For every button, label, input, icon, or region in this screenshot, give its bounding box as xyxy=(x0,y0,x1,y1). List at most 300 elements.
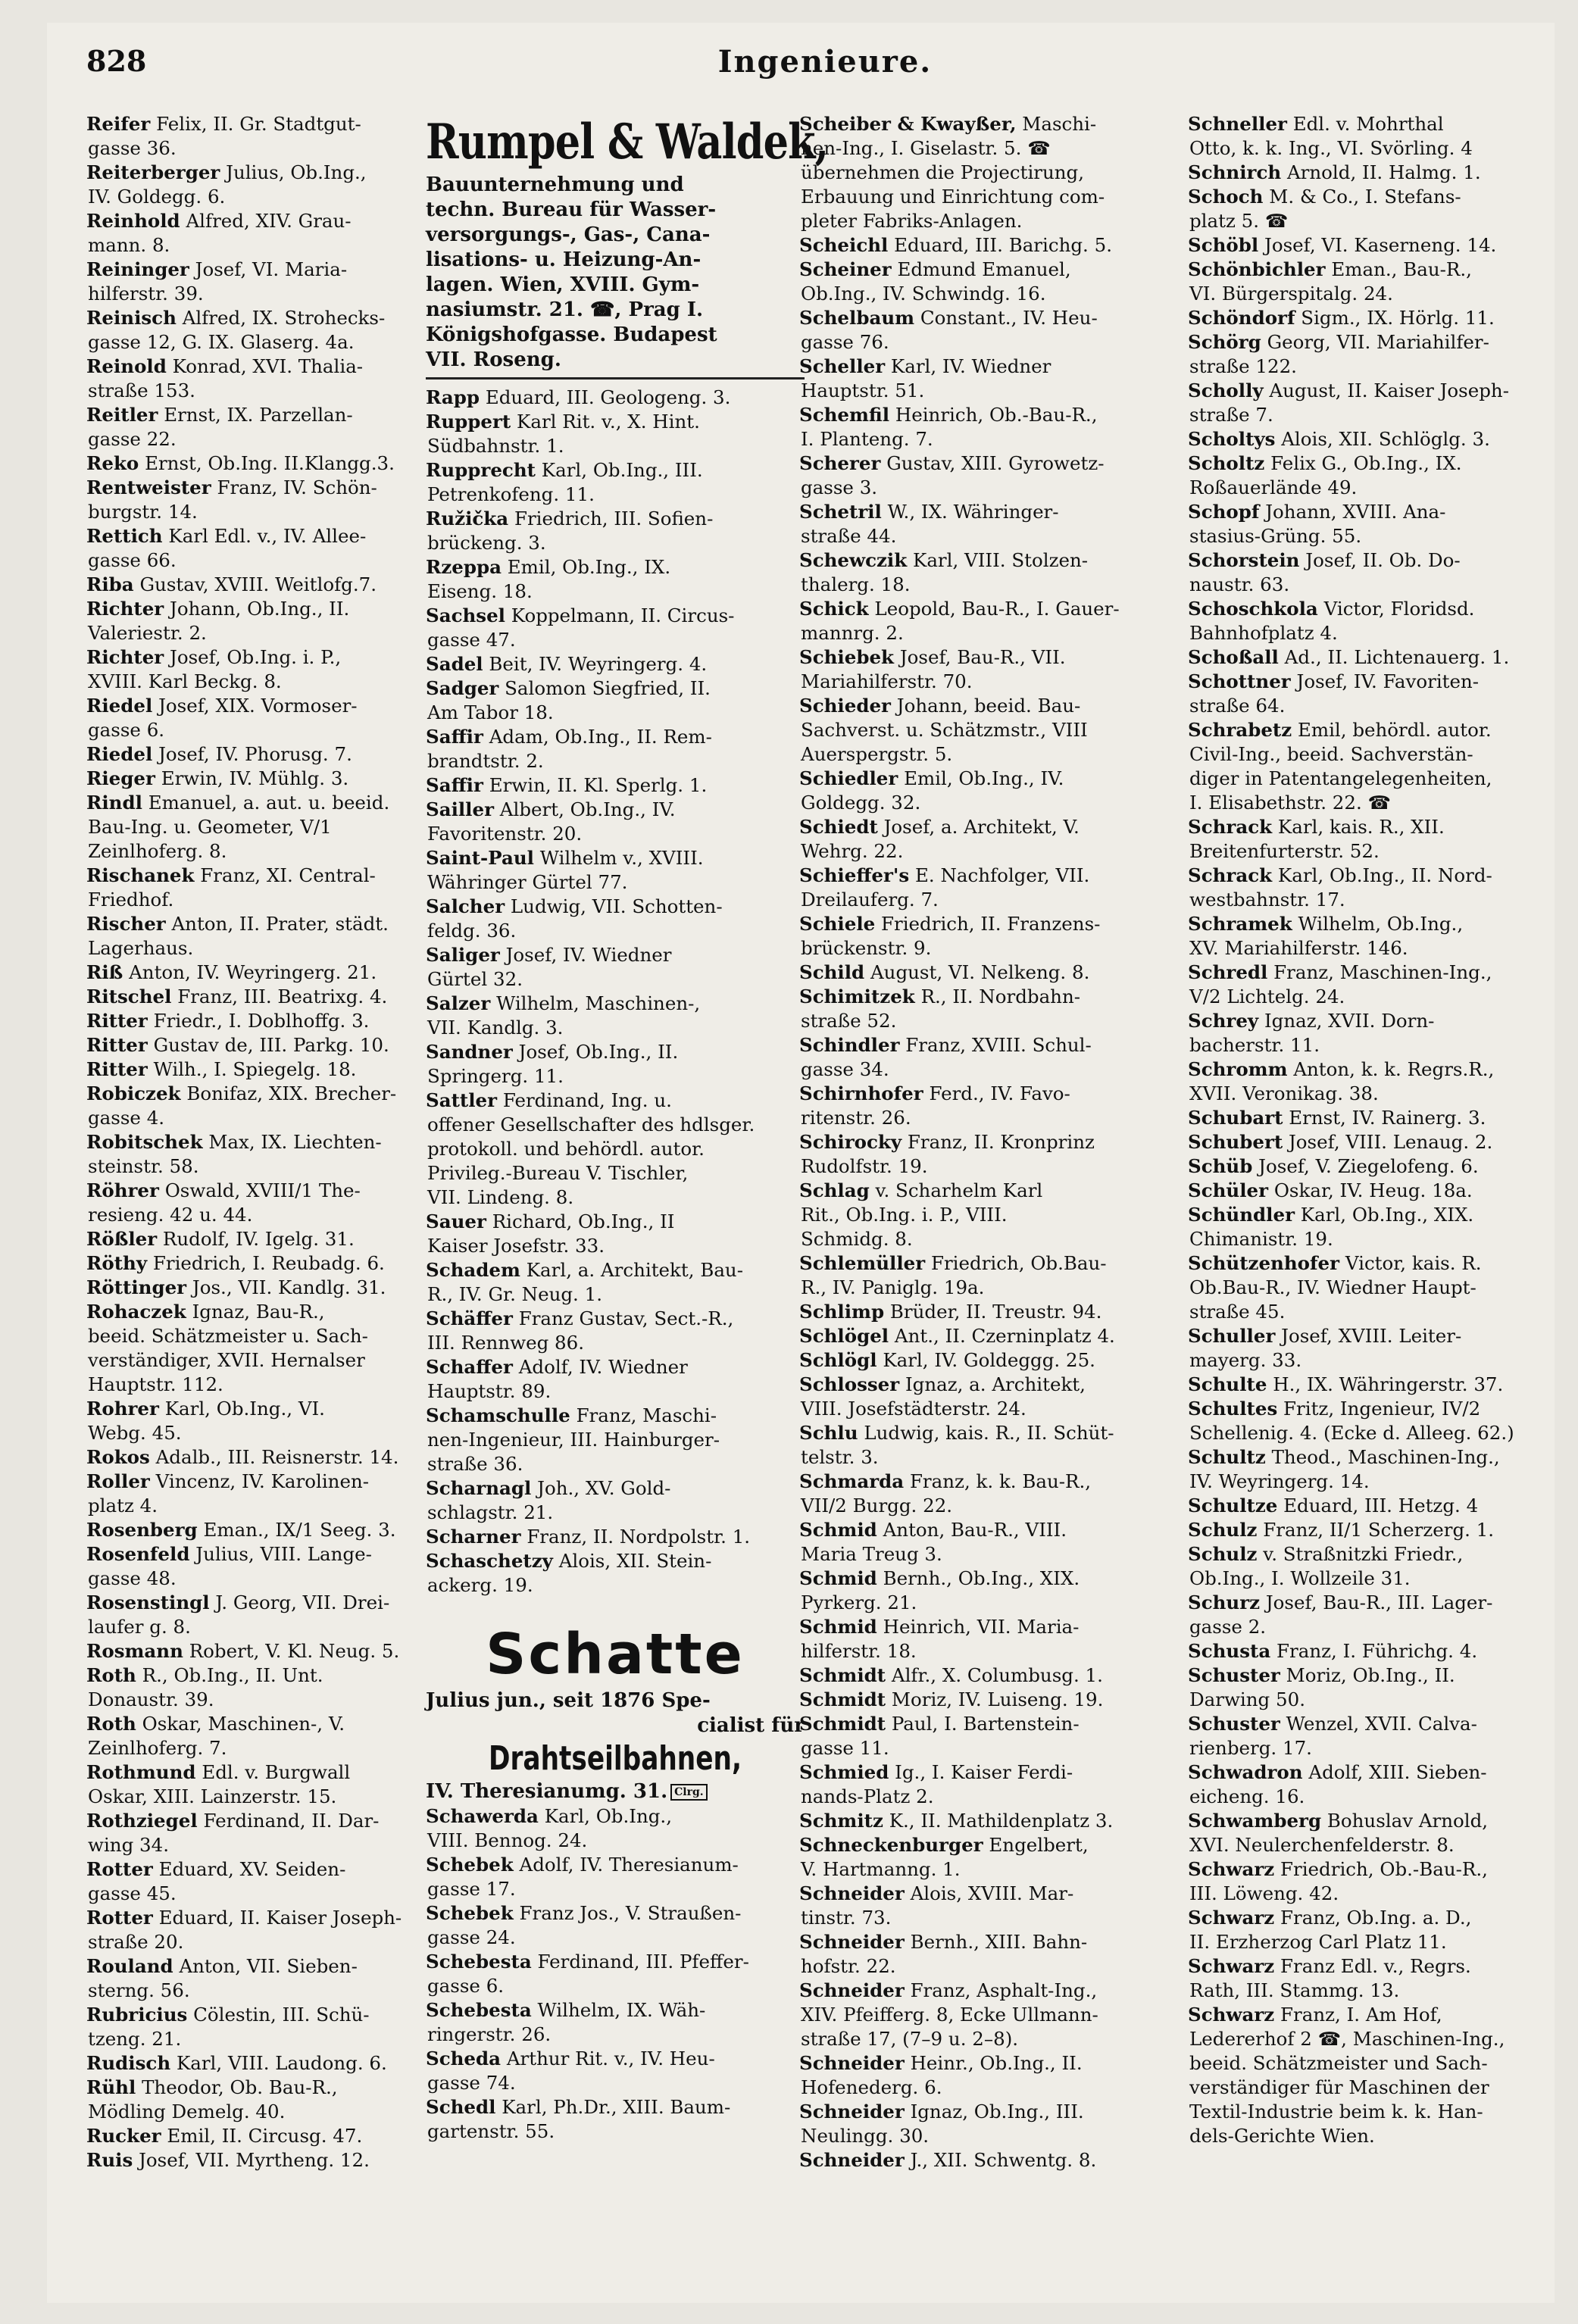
entry-line xyxy=(86,233,420,258)
entry-line xyxy=(1188,791,1551,815)
entry-text: Friedrich, II. Franzens- xyxy=(881,913,1101,935)
entry-text: August, VI. Nelkeng. 8. xyxy=(870,961,1090,983)
entry-name: Schubart xyxy=(1188,1107,1283,1129)
directory-entry xyxy=(86,1009,420,1033)
directory-entry xyxy=(799,355,1182,403)
entry-line xyxy=(86,815,420,839)
entry-name: Rühl xyxy=(86,2076,136,2098)
entry-line xyxy=(86,1106,420,1130)
entry-text: Pyrkerg. 21. xyxy=(801,1592,917,1613)
entry-line xyxy=(1188,1009,1551,1033)
entry-line xyxy=(1188,1567,1551,1591)
directory-entry xyxy=(426,410,805,458)
entry-line xyxy=(799,985,1182,1009)
entry-text: Friedhof. xyxy=(88,889,174,911)
entry-text: V. Hartmanng. 1. xyxy=(801,1858,961,1880)
entry-line xyxy=(1188,912,1551,936)
entry-text: Springerg. 11. xyxy=(427,1065,564,1087)
directory-entry xyxy=(799,1567,1182,1615)
entry-line xyxy=(1188,864,1551,888)
entry-line xyxy=(799,791,1182,815)
directory-entry xyxy=(426,507,805,555)
entry-name: Schiebek xyxy=(799,646,895,668)
entry-line xyxy=(799,161,1182,185)
entry-text: Konrad, XVI. Thalia- xyxy=(172,355,364,377)
entry-line xyxy=(426,386,805,410)
advert-line: versorgungs-, Gas-, Cana- xyxy=(426,223,711,246)
directory-entry xyxy=(1188,1518,1551,1542)
entry-name: Schneider xyxy=(799,2052,905,2074)
directory-entry xyxy=(1188,379,1551,427)
entry-line xyxy=(86,718,420,742)
directory-entry xyxy=(799,1348,1182,1373)
directory-entry xyxy=(1188,815,1551,864)
entry-line xyxy=(1188,476,1551,500)
entry-text: platz 4. xyxy=(88,1495,158,1517)
entry-name: Rieger xyxy=(86,767,155,789)
entry-text: Karl, VIII. Stolzen- xyxy=(913,549,1089,571)
entry-name: Schöndorf xyxy=(1188,307,1295,329)
entry-text: Schellenig. 4. (Ecke d. Alleeg. 62.) xyxy=(1189,1422,1514,1444)
entry-text: Karl, Ob.Ing., III. xyxy=(541,459,703,481)
entry-name: Schneider xyxy=(799,1979,905,2001)
entry-line xyxy=(426,652,805,676)
entry-text: Hofenederg. 6. xyxy=(801,2076,942,2098)
directory-entry xyxy=(1188,718,1551,815)
directory-entry xyxy=(86,2076,420,2124)
entry-line xyxy=(1188,961,1551,985)
entry-line xyxy=(426,579,805,604)
entry-name: Schlimp xyxy=(799,1301,885,1323)
entry-name: Scharnagl xyxy=(426,1477,532,1499)
advert-schatte-title2: Drahtseilbahnen, xyxy=(489,1739,742,1778)
entry-text: wing 34. xyxy=(88,1834,170,1856)
entry-name: Schmidt xyxy=(799,1688,886,1710)
directory-entry xyxy=(1188,1106,1551,1130)
entry-line xyxy=(86,355,420,379)
entry-line xyxy=(426,822,805,846)
entry-line xyxy=(799,2027,1182,2051)
entry-line xyxy=(1188,718,1551,742)
entry-text: Eduard, III. Barichg. 5. xyxy=(894,234,1112,256)
entry-line xyxy=(86,1227,420,1251)
entry-text: burgstr. 14. xyxy=(88,501,198,523)
entry-line xyxy=(426,1234,805,1258)
directory-entry xyxy=(426,1901,805,1950)
directory-entry xyxy=(426,992,805,1040)
entry-text: Alfred, IX. Strohecks- xyxy=(182,307,386,329)
entry-text: gasse 3. xyxy=(801,476,878,498)
entry-name: Schulte xyxy=(1188,1373,1267,1395)
entry-text: sterng. 56. xyxy=(88,1979,190,2001)
entry-text: Favoritenstr. 20. xyxy=(427,823,583,845)
directory-entry xyxy=(426,652,805,676)
entry-name: Scheda xyxy=(426,2048,502,2069)
entry-line xyxy=(1188,209,1551,233)
entry-name: Rothmund xyxy=(86,1761,196,1783)
directory-entry xyxy=(426,895,805,943)
entry-line xyxy=(1188,1106,1551,1130)
entry-text: Arthur Rit. v., IV. Heu- xyxy=(506,2048,715,2069)
directory-entry xyxy=(86,524,420,573)
directory-entry xyxy=(426,555,805,604)
directory-entry xyxy=(1188,670,1551,718)
entry-text: Webg. 45. xyxy=(88,1422,182,1444)
entry-text: Ludwig, VII. Schotten- xyxy=(510,895,723,917)
entry-name: Riedel xyxy=(86,743,153,765)
entry-text: Alfred, XIV. Grau- xyxy=(186,210,352,232)
entry-line xyxy=(426,1210,805,1234)
entry-line xyxy=(1188,1760,1551,1785)
entry-text: Alois, XII. Stein- xyxy=(558,1550,712,1572)
entry-line xyxy=(426,967,805,992)
entry-text: hilferstr. 39. xyxy=(88,283,204,305)
entry-line xyxy=(86,1542,420,1567)
directory-entry xyxy=(799,597,1182,645)
entry-text: Josef, IV. Wiedner xyxy=(505,944,672,966)
entry-line xyxy=(1188,161,1551,185)
entry-name: Richter xyxy=(86,646,164,668)
entry-text: XV. Mariahilferstr. 146. xyxy=(1189,937,1408,959)
entry-text: Franz, XVIII. Schul- xyxy=(905,1034,1092,1056)
entry-text: Rudolf, IV. Igelg. 31. xyxy=(162,1228,355,1250)
entry-name: Schorstein xyxy=(1188,549,1300,571)
entry-text: gasse 66. xyxy=(88,549,177,571)
entry-name: Saffir xyxy=(426,774,483,796)
entry-line xyxy=(426,2119,805,2144)
entry-text: diger in Patentangelegenheiten, xyxy=(1189,767,1492,789)
entry-line xyxy=(426,2095,805,2119)
entry-line xyxy=(426,992,805,1016)
entry-text: Adolf, IV. Theresianum- xyxy=(519,1854,739,1876)
entry-name: Schusta xyxy=(1188,1640,1271,1662)
entry-text: Alfr., X. Columbusg. 1. xyxy=(891,1664,1103,1686)
entry-text: VIII. Josefstädterstr. 24. xyxy=(801,1398,1026,1420)
entry-text: Karl, kais. R., XII. xyxy=(1277,816,1445,838)
directory-entry xyxy=(799,1470,1182,1518)
entry-line xyxy=(799,1203,1182,1227)
directory-entry xyxy=(86,2003,420,2051)
entry-line xyxy=(86,1857,420,1882)
entry-name: Reinhold xyxy=(86,210,180,232)
entry-text: gasse 22. xyxy=(88,428,177,450)
entry-text: Eiseng. 18. xyxy=(427,580,533,602)
directory-entry xyxy=(86,476,420,524)
entry-line xyxy=(426,1379,805,1404)
entry-line xyxy=(86,1979,420,2003)
entry-text: offener Gesellschafter des hdlsger. xyxy=(427,1114,755,1135)
entry-text: VII. Kandlg. 3. xyxy=(427,1017,564,1039)
directory-entry xyxy=(1188,548,1551,597)
entry-line xyxy=(1188,451,1551,476)
entry-name: Schlemüller xyxy=(799,1252,926,1274)
entry-line xyxy=(1188,1421,1551,1445)
entry-line xyxy=(799,1130,1182,1154)
entry-line xyxy=(799,112,1182,136)
entry-name: Schmied xyxy=(799,1761,889,1783)
entry-name: Schönbichler xyxy=(1188,258,1326,280)
entry-text: ritenstr. 26. xyxy=(801,1107,911,1129)
entry-text: straße 45. xyxy=(1189,1301,1286,1323)
entry-line xyxy=(799,1882,1182,1906)
entry-line xyxy=(799,1979,1182,2003)
entry-line xyxy=(86,330,420,355)
entry-line xyxy=(799,1082,1182,1106)
entry-text: III. Löweng. 42. xyxy=(1189,1882,1339,1904)
entry-line xyxy=(1188,1227,1551,1251)
directory-entry xyxy=(799,1930,1182,1979)
entry-line xyxy=(426,1258,805,1282)
entry-line xyxy=(426,1113,805,1137)
entry-text: Emil, II. Circusg. 47. xyxy=(167,2125,363,2147)
entry-text: v. Straßnitzki Friedr., xyxy=(1263,1543,1464,1565)
directory-entry xyxy=(799,1179,1182,1251)
entry-name: Schottner xyxy=(1188,670,1291,692)
entry-text: Ferdinand, II. Dar- xyxy=(203,1810,380,1832)
entry-name: Schmarda xyxy=(799,1470,905,1492)
entry-name: Reko xyxy=(86,452,139,474)
entry-line xyxy=(1188,1712,1551,1736)
entry-line xyxy=(799,1930,1182,1954)
entry-line xyxy=(86,961,420,985)
entry-text: Max, IX. Liechten- xyxy=(208,1131,382,1153)
entry-line xyxy=(426,870,805,895)
entry-text: Heinrich, VII. Maria- xyxy=(883,1616,1080,1638)
entry-line xyxy=(799,233,1182,258)
directory-entry xyxy=(86,1130,420,1179)
entry-line xyxy=(86,1930,420,1954)
entry-line xyxy=(426,943,805,967)
clearing-badge: Clrg. xyxy=(670,1784,708,1801)
entry-name: Schramek xyxy=(1188,913,1292,935)
entry-text: Wilhelm, Maschinen-, xyxy=(496,992,701,1014)
advert-line: techn. Bureau für Wasser- xyxy=(426,198,717,221)
entry-text: Heinr., Ob.Ing., II. xyxy=(910,2052,1083,2074)
entry-line xyxy=(799,1300,1182,1324)
entry-name: Reinold xyxy=(86,355,167,377)
entry-text: Rath, III. Stammg. 13. xyxy=(1189,1979,1400,2001)
entry-line xyxy=(426,1089,805,1113)
entry-line xyxy=(426,1064,805,1089)
directory-entry xyxy=(1188,1542,1551,1591)
advert-rumpel-waldek xyxy=(426,112,829,380)
entry-text: Ad., II. Lichtenauerg. 1. xyxy=(1284,646,1510,668)
directory-entry xyxy=(426,725,805,773)
entry-line xyxy=(86,839,420,864)
entry-line xyxy=(799,1663,1182,1688)
entry-line xyxy=(1188,1033,1551,1057)
entry-line xyxy=(1188,888,1551,912)
entry-line xyxy=(86,1445,420,1470)
entry-line xyxy=(1188,621,1551,645)
entry-line xyxy=(799,2076,1182,2100)
directory-entry xyxy=(426,1525,805,1549)
entry-line xyxy=(426,604,805,628)
entry-name: Schirocky xyxy=(799,1131,902,1153)
entry-text: Wilhelm v., XVIII. xyxy=(539,847,704,869)
entry-text: Erwin, II. Kl. Sperlg. 1. xyxy=(489,774,708,796)
entry-text: Moriz, IV. Luiseng. 19. xyxy=(891,1688,1104,1710)
entry-name: Sattler xyxy=(426,1089,498,1111)
directory-entry xyxy=(799,451,1182,500)
entry-line xyxy=(799,961,1182,985)
entry-line xyxy=(426,555,805,579)
entry-text: gartenstr. 55. xyxy=(427,2120,555,2142)
directory-entry xyxy=(799,1615,1182,1663)
entry-text: Josef, Ob.Ing. i. P., xyxy=(170,646,342,668)
directory-entry xyxy=(86,1227,420,1251)
directory-entry xyxy=(1188,1857,1551,1906)
entry-name: Schlögl xyxy=(799,1349,877,1371)
directory-entry xyxy=(426,1089,805,1210)
directory-entry xyxy=(86,1397,420,1445)
entry-text: Bohuslav Arnold, xyxy=(1326,1810,1489,1832)
entry-text: Friedrich, Ob.-Bau-R., xyxy=(1280,1858,1488,1880)
directory-entry xyxy=(1188,2003,1551,2148)
entry-text: K., II. Mathildenplatz 3. xyxy=(889,1810,1114,1832)
directory-entry xyxy=(426,1998,805,2047)
entry-text: Salomon Siegfried, II. xyxy=(505,677,711,699)
entry-line xyxy=(1188,1276,1551,1300)
entry-text: Bau-Ing. u. Geometer, V/1 xyxy=(88,816,332,838)
entry-text: Josef, IV. Favoriten- xyxy=(1296,670,1480,692)
directory-entry xyxy=(86,1663,420,1712)
entry-text: gasse 11. xyxy=(801,1737,889,1759)
entry-line xyxy=(426,531,805,555)
directory-entry xyxy=(86,767,420,791)
directory-entry xyxy=(1188,1203,1551,1251)
directory-entry xyxy=(86,1470,420,1518)
directory-entry xyxy=(799,912,1182,961)
entry-line xyxy=(426,1926,805,1950)
entry-text: Jos., VII. Kandlg. 31. xyxy=(192,1276,386,1298)
entry-text: Maschi- xyxy=(1022,113,1097,135)
directory-entry xyxy=(86,306,420,355)
directory-entry xyxy=(426,2095,805,2144)
entry-text: v. Scharhelm Karl xyxy=(875,1179,1043,1201)
entry-text: resieng. 42 u. 44. xyxy=(88,1204,253,1226)
entry-name: Schneckenburger xyxy=(799,1834,983,1856)
entry-name: Rischanek xyxy=(86,864,195,886)
entry-line xyxy=(799,1591,1182,1615)
entry-name: Schmitz xyxy=(799,1810,883,1832)
entry-text: gasse 34. xyxy=(801,1058,889,1080)
entry-text: Heinrich, Ob.-Bau-R., xyxy=(895,404,1098,426)
directory-entry xyxy=(426,1950,805,1998)
directory-entry xyxy=(1188,1954,1551,2003)
entry-text: straße 52. xyxy=(801,1010,897,1032)
entry-text: Gustav de, III. Parkg. 10. xyxy=(153,1034,389,1056)
directory-entry xyxy=(426,1040,805,1089)
entry-text: Mödling Demelg. 40. xyxy=(88,2101,286,2123)
directory-entry xyxy=(799,767,1182,815)
entry-text: III. Rennweg 86. xyxy=(427,1332,585,1354)
entry-name: Rischer xyxy=(86,913,166,935)
entry-name: Schwarz xyxy=(1188,1907,1275,1929)
entry-name: Schäffer xyxy=(426,1307,513,1329)
entry-line xyxy=(1188,1930,1551,1954)
entry-text: Bahnhofplatz 4. xyxy=(1189,622,1338,644)
entry-line xyxy=(799,1324,1182,1348)
directory-entry xyxy=(86,2051,420,2076)
entry-line xyxy=(799,1251,1182,1276)
entry-line xyxy=(1188,839,1551,864)
entry-text: Eduard, XV. Seiden- xyxy=(158,1858,346,1880)
entry-line xyxy=(799,597,1182,621)
entry-line xyxy=(426,725,805,749)
entry-text: Felix, II. Gr. Stadtgut- xyxy=(156,113,361,135)
directory-entry xyxy=(1188,912,1551,961)
entry-line xyxy=(426,919,805,943)
entry-line xyxy=(799,1615,1182,1639)
entry-line xyxy=(1188,767,1551,791)
directory-entry xyxy=(799,1421,1182,1470)
entry-line xyxy=(86,864,420,888)
entry-text: Josef, a. Architekt, V. xyxy=(883,816,1080,838)
directory-entry xyxy=(799,694,1182,767)
entry-name: Schetril xyxy=(799,501,882,523)
directory-entry xyxy=(86,2124,420,2148)
entry-text: laufer g. 8. xyxy=(88,1616,191,1638)
entry-text: Karl, VIII. Laudong. 6. xyxy=(176,2052,387,2074)
entry-text: Richard, Ob.Ing., II xyxy=(492,1210,675,1232)
entry-text: Ignaz, XVII. Dorn- xyxy=(1264,1010,1435,1032)
entry-name: Scharner xyxy=(426,1526,521,1548)
entry-line xyxy=(799,1057,1182,1082)
entry-line xyxy=(86,524,420,548)
directory-entry xyxy=(1188,1397,1551,1445)
entry-name: Schneider xyxy=(799,2101,905,2123)
entry-line xyxy=(426,798,805,822)
entry-line xyxy=(799,1833,1182,1857)
entry-text: Constant., IV. Heu- xyxy=(920,307,1098,329)
entry-line xyxy=(1188,1324,1551,1348)
entry-name: Schlosser xyxy=(799,1373,900,1395)
entry-name: Roth xyxy=(86,1713,136,1735)
directory-entry xyxy=(86,645,420,694)
entry-line xyxy=(86,403,420,427)
directory-entry xyxy=(799,985,1182,1033)
advert-schatte-line3 xyxy=(426,1779,805,1804)
entry-line xyxy=(86,1639,420,1663)
entry-text: Edl. v. Mohrthal xyxy=(1292,113,1444,135)
entry-line xyxy=(1188,258,1551,282)
entry-text: Josef, VII. Myrtheng. 12. xyxy=(139,2149,370,2171)
directory-entry xyxy=(86,1276,420,1300)
entry-text: Josef, XVIII. Leiter- xyxy=(1281,1325,1462,1347)
entry-line xyxy=(1188,2003,1551,2027)
entry-text: XVI. Neulerchenfelderstr. 8. xyxy=(1189,1834,1455,1856)
entry-line xyxy=(426,1282,805,1307)
entry-text: gasse 2. xyxy=(1189,1616,1267,1638)
entry-line xyxy=(86,742,420,767)
entry-line xyxy=(86,1057,420,1082)
entry-line xyxy=(86,1591,420,1615)
directory-entry xyxy=(86,573,420,597)
entry-line xyxy=(86,185,420,209)
directory-entry xyxy=(1188,1760,1551,1809)
entry-line xyxy=(86,1130,420,1154)
directory-entry xyxy=(426,846,805,895)
entry-name: Schützenhofer xyxy=(1188,1252,1340,1274)
entry-name: Reinisch xyxy=(86,307,177,329)
entry-text: Josef, XIX. Vormoser- xyxy=(158,695,358,717)
entry-text: Hauptstr. 51. xyxy=(801,380,925,401)
entry-name: Schneider xyxy=(799,1931,905,1953)
directory-entry xyxy=(1188,161,1551,185)
entry-line xyxy=(799,839,1182,864)
entry-name: Roller xyxy=(86,1470,150,1492)
